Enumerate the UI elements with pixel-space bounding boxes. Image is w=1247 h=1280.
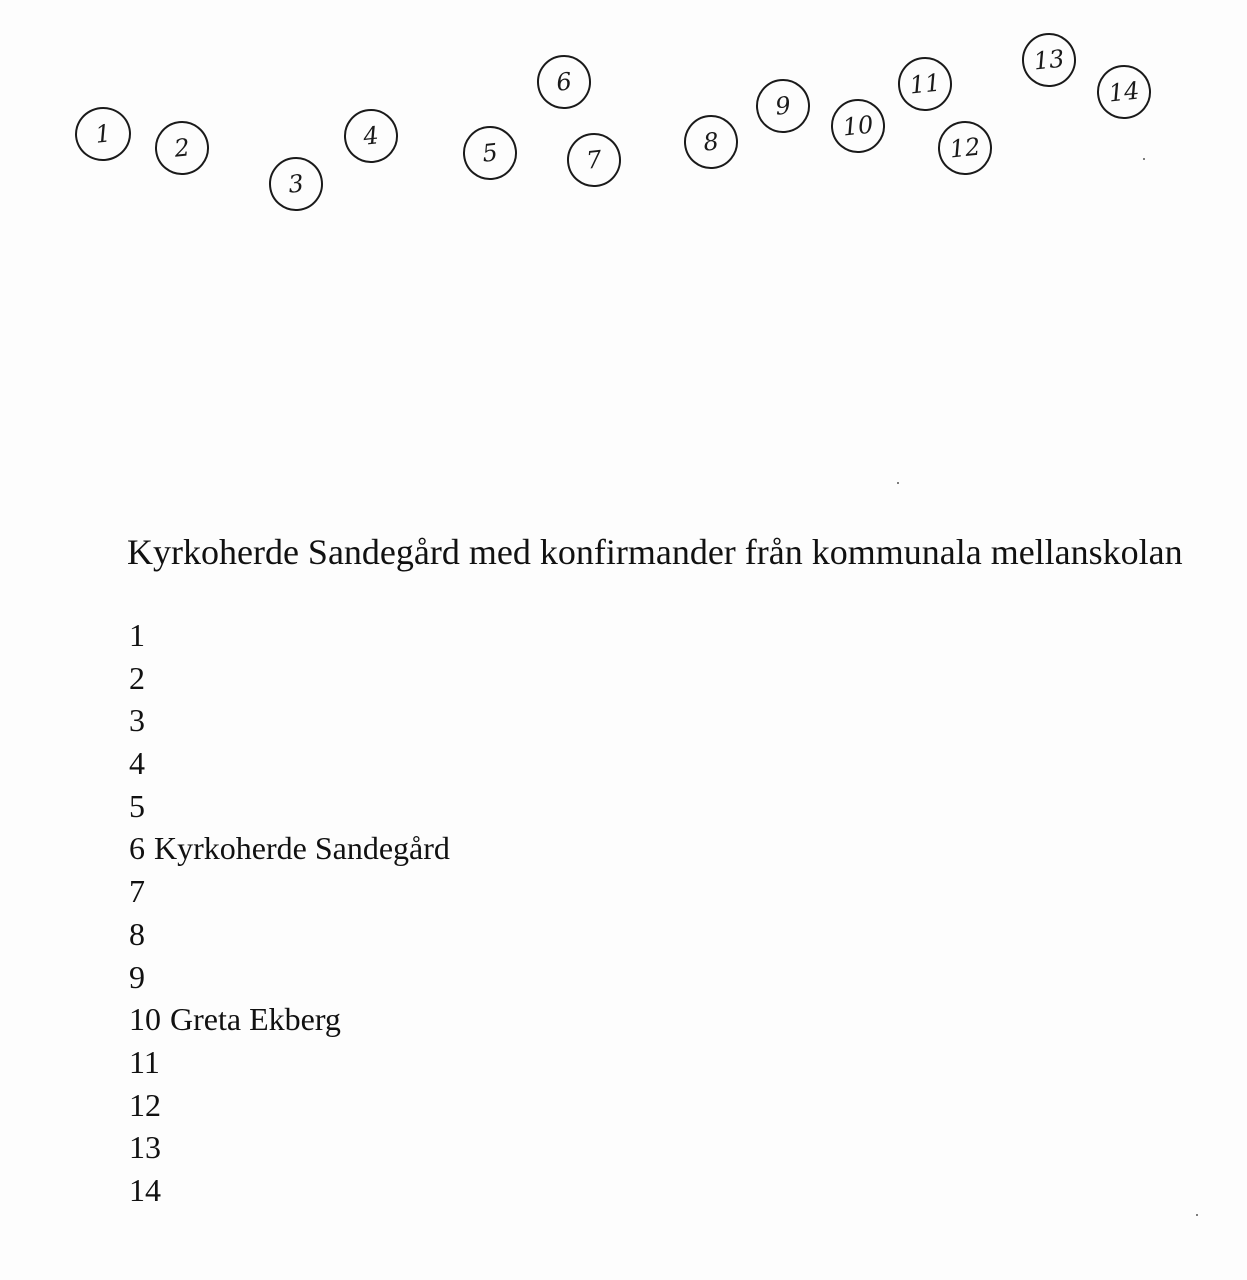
position-marker-8: 8 [681,112,740,171]
legend-row [129,870,450,913]
legend-name: Greta Ekberg [170,1001,341,1038]
legend-row [129,1169,450,1212]
legend-row [129,742,450,785]
legend-row [129,1041,450,1084]
scan-speck [1143,158,1145,160]
position-marker-1: 1 [72,104,133,164]
scan-speck [1196,1214,1198,1216]
legend-number: 7 [129,873,145,910]
position-marker-7: 7 [564,130,623,189]
scan-speck [897,482,899,484]
position-marker-9: 9 [753,76,812,135]
position-marker-11: 11 [895,54,954,113]
legend-row [129,998,450,1041]
legend-number: 13 [129,1129,161,1166]
legend-number: 9 [129,958,145,995]
position-marker-3: 3 [266,154,325,213]
legend-number: 11 [129,1043,160,1080]
legend-number: 12 [129,1086,161,1123]
legend-number: 8 [129,915,145,952]
legend-number: 3 [129,702,145,739]
legend-row [129,956,450,999]
legend-row [129,657,450,700]
legend-number: 6 [129,830,145,867]
legend-number: 4 [129,745,145,782]
position-marker-2: 2 [152,118,211,177]
legend-row [129,699,450,742]
position-marker-6: 6 [534,52,593,111]
person-legend-list [129,614,450,1212]
legend-row [129,614,450,657]
handwritten-position-markers [0,0,1247,230]
position-marker-13: 13 [1019,30,1078,89]
legend-number: 14 [129,1171,161,1208]
legend-row [129,827,450,870]
legend-number: 2 [129,659,145,696]
legend-row [129,913,450,956]
legend-number: 5 [129,787,145,824]
position-marker-10: 10 [828,96,887,155]
legend-row [129,1126,450,1169]
legend-row [129,1084,450,1127]
position-marker-14: 14 [1094,62,1153,121]
legend-row [129,785,450,828]
legend-number: 1 [129,617,145,653]
legend-name: Kyrkoherde Sandegård [154,830,450,867]
legend-number: 10 [129,1001,161,1038]
position-marker-4: 4 [341,106,400,165]
position-marker-12: 12 [935,118,994,177]
position-marker-5: 5 [460,123,519,182]
caption-title: Kyrkoherde Sandegård med konfirmander från kommunala mellanskolan [127,532,1183,572]
